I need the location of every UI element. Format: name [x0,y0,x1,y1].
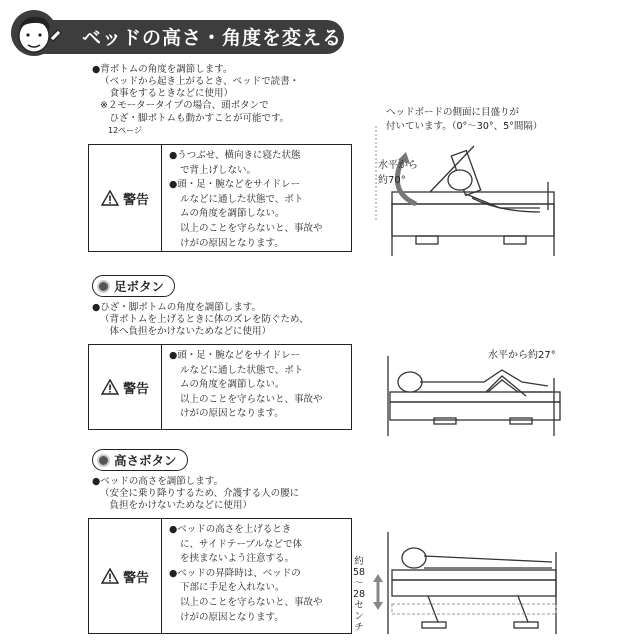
height-char: 28 [352,589,366,600]
section-label: 高さボタン [114,453,177,468]
warning-triangle-icon [101,379,119,395]
caption-line: ヘッドボードの側面に目盛りが [386,107,520,118]
caption-line: 付いています。（0°〜30°、5°間隔） [386,121,543,132]
section-label: 足ボタン [114,279,165,294]
warning-line: ●うつぶせ、横向きに寝た状態 [169,150,301,161]
height-char: ン [354,611,364,622]
back-bullet: ●背ボトムの角度を調節します。 [92,64,233,75]
warning-line: けがの原因となります。 [180,611,284,623]
warning-triangle-icon [101,190,119,206]
warning-line: ●ベッドの昇降時は、ベッドの [169,567,301,579]
warning-line: ●頭・足・腕などをサイドレー [169,179,301,191]
warning-line: ●頭・足・腕などをサイドレー [169,350,301,361]
height-char: チ [354,622,364,633]
warning-label: 警告 [122,570,149,586]
height-button-section-title [92,449,188,471]
circle-button-icon [97,280,110,293]
warning-line: 下部に手足を入れない。 [180,582,285,594]
warning-line: ●ベッドの高さを上げるとき [169,524,292,535]
warning-header [89,145,162,251]
back-line: ※２モータータイプの場合、頭ボタンで [100,100,269,112]
foot-angle-label: 水平から約27° [488,350,556,361]
back-line: 食事をするときなどに使用） [100,88,234,100]
height-char: 約 [354,556,364,567]
height-char: 〜 [354,578,364,589]
warning-label: 警告 [122,192,149,208]
warning-header [89,519,162,633]
height-char: セ [354,600,364,611]
warning-line: けがの原因となります。 [180,408,284,420]
page-title: ベッドの高さ・角度を変える [82,27,343,49]
height-line: 負担をかけないためなどに使用） [100,500,253,512]
warning-line: ムの角度を調節しない。 [180,379,285,391]
height-line: （安全に乗り降りするため、介護する人の腰に [100,488,300,499]
warning-triangle-icon [101,568,119,584]
warning-line: 以上のことを守らないと、事故や [180,596,323,608]
warning-line: を挟まないよう注意する。 [180,553,295,565]
back-warning-box [88,144,352,252]
section-header [6,8,344,58]
foot-line: （背ボトムを上げるときに体のズレを防ぐため、 [100,314,309,325]
warning-header [89,345,162,429]
warning-line: 以上のことを守らないと、事故や [180,393,323,405]
height-description [100,488,299,512]
warning-line: ムの角度を調節しない。 [180,208,285,220]
back-description [100,76,299,137]
back-raise-illustration [370,112,570,262]
back-page-ref: 12ページ [100,125,143,135]
height-range-label [352,556,366,633]
height-adjust-illustration [368,526,568,638]
warning-line: けがの原因となります。 [180,237,284,249]
warning-text [169,149,347,251]
back-line: （ベッドから起き上がるとき、ベッドで読書・ [100,76,300,87]
foot-line: 体へ負担をかけないためなどに使用） [100,326,272,338]
warning-line: 以上のことを守らないと、事故や [180,222,323,234]
foot-raise-illustration [376,352,576,442]
mascot-face-icon [6,8,66,58]
warning-line: ルなどに通した状態で、ボト [180,364,304,376]
foot-description [100,314,309,338]
warning-line: に、サイドテーブルなどで体 [180,538,302,550]
warning-text [169,349,347,422]
warning-text [169,523,347,625]
foot-bullet: ●ひざ・脚ボトムの角度を調節します。 [92,302,262,313]
back-line: ひざ・脚ボトムも動かすことが可能です。 [100,112,290,124]
foot-button-section-title [92,275,175,297]
warning-line: で背上げしない。 [180,164,257,176]
angle-line: 約70° [378,175,406,186]
height-bullet: ●ベッドの高さを調節します。 [92,476,224,487]
height-warning-box [88,518,352,634]
angle-line: 水平から [378,160,418,171]
circle-button-icon [97,454,110,467]
height-char: 58 [352,567,366,578]
back-angle-label [378,156,418,186]
foot-warning-box [88,344,352,430]
warning-label: 警告 [122,381,149,397]
warning-line: ルなどに通した状態で、ボト [180,193,304,205]
